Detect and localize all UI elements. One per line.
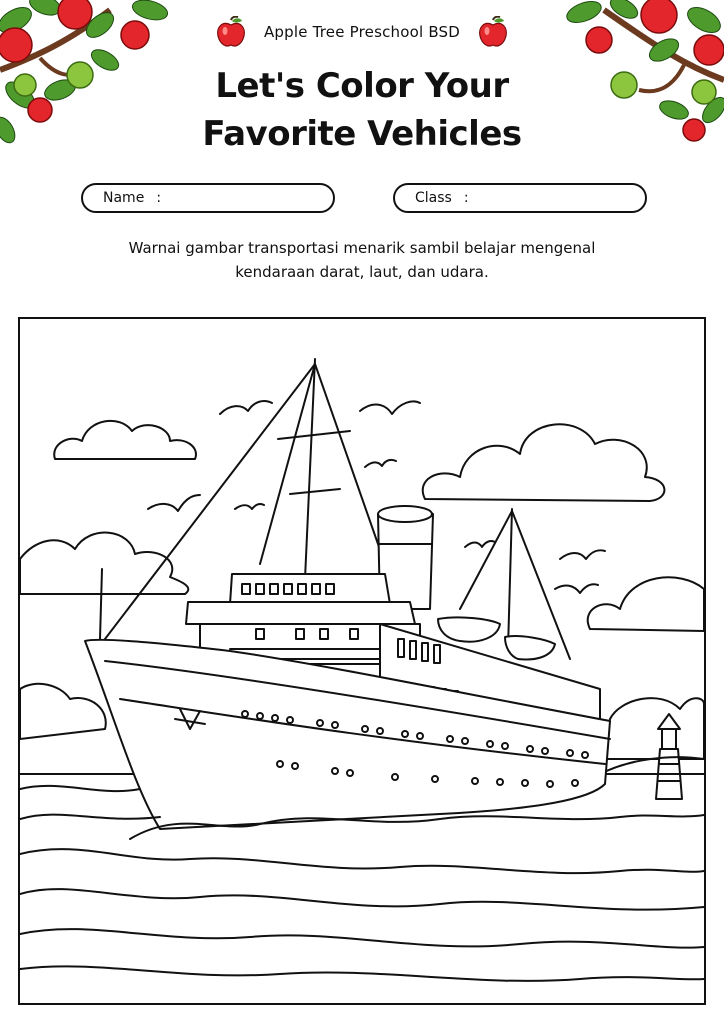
class-label: Class bbox=[415, 190, 452, 206]
apple-icon bbox=[478, 16, 508, 48]
school-name: Apple Tree Preschool BSD bbox=[263, 23, 461, 41]
ship-coloring-illustration bbox=[20, 319, 704, 1003]
cloud bbox=[605, 698, 704, 759]
title-line-2: Favorite Vehicles bbox=[202, 114, 522, 154]
apple-icon bbox=[216, 16, 246, 48]
cloud bbox=[423, 424, 665, 501]
instructions bbox=[90, 236, 634, 284]
cloud bbox=[588, 577, 704, 631]
name-separator: : bbox=[156, 190, 162, 206]
cloud bbox=[54, 421, 196, 459]
page-title bbox=[0, 62, 724, 158]
name-field[interactable] bbox=[81, 183, 335, 213]
name-label: Name bbox=[103, 190, 145, 206]
coloring-frame bbox=[18, 317, 706, 1005]
class-separator: : bbox=[463, 190, 469, 206]
class-field[interactable] bbox=[393, 183, 647, 213]
instructions-line-2: kendaraan darat, laut, dan udara. bbox=[235, 263, 489, 281]
school-header bbox=[0, 16, 724, 48]
instructions-line-1: Warnai gambar transportasi menarik sambil belajar mengenal bbox=[128, 239, 596, 257]
cloud bbox=[20, 684, 106, 739]
title-line-1: Let's Color Your bbox=[215, 66, 509, 106]
